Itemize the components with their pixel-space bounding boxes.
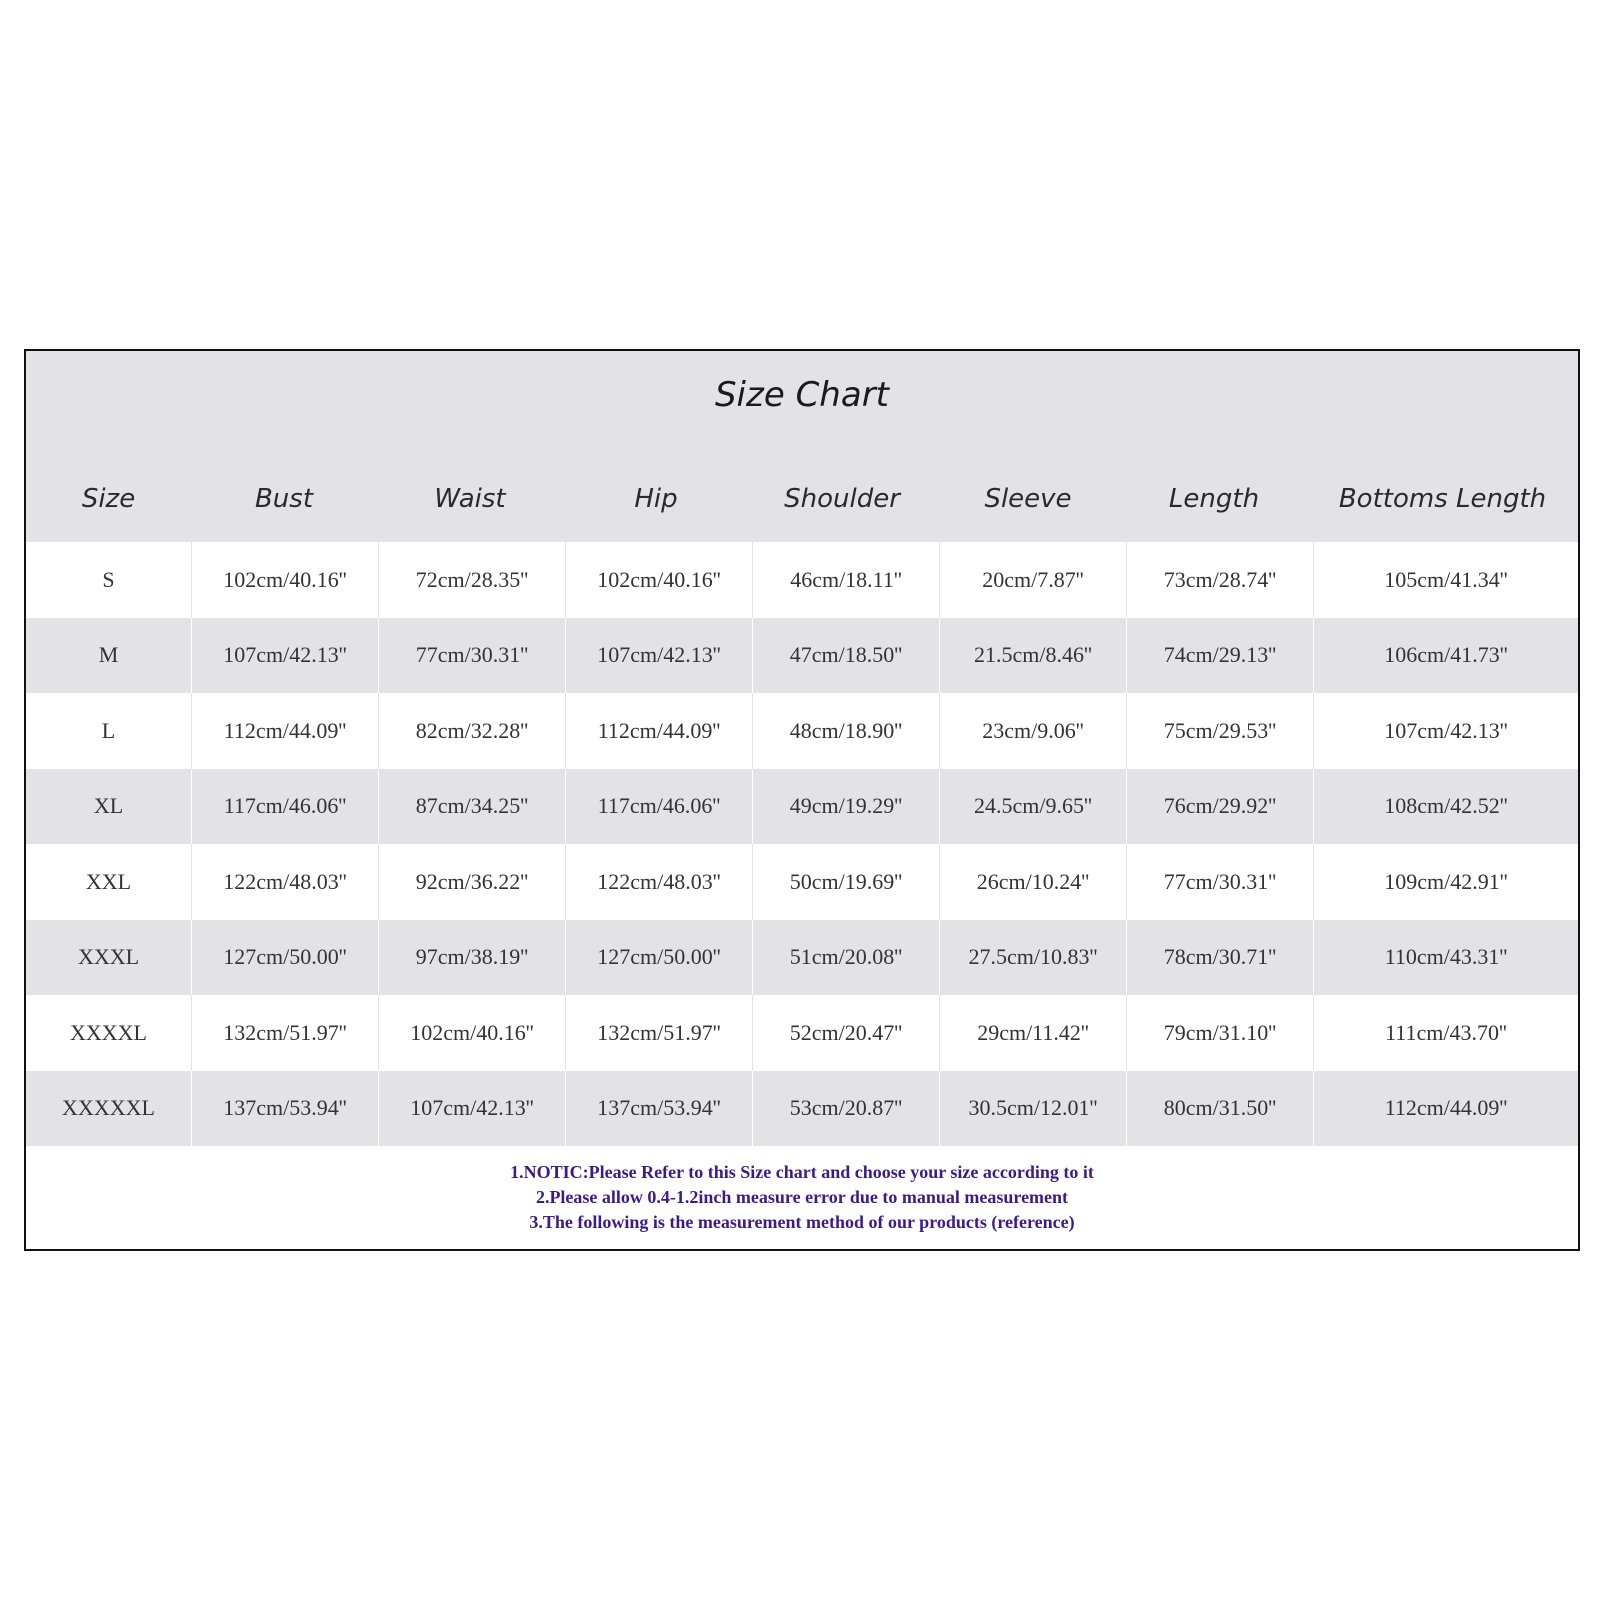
note-line: 1.NOTIC:Please Refer to this Size chart and choose your size according to it [510, 1162, 1094, 1182]
header-length: Length [1168, 484, 1260, 514]
length-cell: 75cm/29.53'' [1127, 693, 1314, 769]
size-cell: S [26, 542, 192, 618]
length-cell: 73cm/28.74'' [1127, 542, 1314, 618]
bust-cell: 117cm/46.06'' [192, 769, 379, 845]
hip-cell: 122cm/48.03'' [566, 844, 753, 920]
size-cell: XL [26, 769, 192, 845]
bust-cell: 132cm/51.97'' [192, 995, 379, 1071]
length-cell: 78cm/30.71'' [1127, 920, 1314, 996]
header-shoulder: Shoulder [784, 484, 900, 514]
shoulder-cell: 49cm/19.29'' [753, 769, 940, 845]
table-row [26, 844, 1578, 920]
length-cell: 76cm/29.92'' [1127, 769, 1314, 845]
header-bottoms-length: Bottoms Length [1338, 484, 1547, 514]
header-bust: Bust [254, 484, 314, 514]
size-cell: XXL [26, 844, 192, 920]
bust-cell: 127cm/50.00'' [192, 920, 379, 996]
size-cell: M [26, 618, 192, 694]
table-row [26, 618, 1578, 694]
hip-cell: 117cm/46.06'' [566, 769, 753, 845]
hip-cell: 132cm/51.97'' [566, 995, 753, 1071]
column-headers [26, 469, 1578, 529]
hip-cell: 112cm/44.09'' [566, 693, 753, 769]
length-cell: 79cm/31.10'' [1127, 995, 1314, 1071]
sleeve-cell: 20cm/7.87'' [940, 542, 1127, 618]
shoulder-cell: 51cm/20.08'' [753, 920, 940, 996]
bust-cell: 107cm/42.13'' [192, 618, 379, 694]
chart-title: Size Chart [714, 375, 890, 415]
size-cell: XXXXXL [26, 1071, 192, 1147]
size-cell: L [26, 693, 192, 769]
waist-cell: 107cm/42.13'' [379, 1071, 566, 1147]
bust-cell: 112cm/44.09'' [192, 693, 379, 769]
bottoms-length-cell: 112cm/44.09'' [1384, 1095, 1508, 1121]
size-cell: XXXXL [26, 995, 192, 1071]
waist-cell: 72cm/28.35'' [379, 542, 566, 618]
size-notes [26, 1160, 1578, 1235]
sleeve-cell: 26cm/10.24'' [940, 844, 1127, 920]
shoulder-cell: 46cm/18.11'' [753, 542, 940, 618]
sleeve-cell: 29cm/11.42'' [940, 995, 1127, 1071]
hip-cell: 137cm/53.94'' [566, 1071, 753, 1147]
waist-cell: 102cm/40.16'' [379, 995, 566, 1071]
hip-cell: 127cm/50.00'' [566, 920, 753, 996]
hip-cell: 107cm/42.13'' [566, 618, 753, 694]
waist-cell: 77cm/30.31'' [379, 618, 566, 694]
hip-cell: 102cm/40.16'' [566, 542, 753, 618]
size-chart [24, 349, 1580, 1251]
bottoms-length-cell: 110cm/43.31'' [1384, 944, 1508, 970]
length-cell: 80cm/31.50'' [1127, 1071, 1314, 1147]
bust-cell: 122cm/48.03'' [192, 844, 379, 920]
table-row [26, 920, 1578, 996]
chart-header [26, 351, 1578, 542]
length-cell: 77cm/30.31'' [1127, 844, 1314, 920]
bottoms-length-cell: 107cm/42.13'' [1384, 717, 1508, 743]
sleeve-cell: 30.5cm/12.01'' [940, 1071, 1127, 1147]
bottoms-length-cell: 109cm/42.91'' [1384, 868, 1508, 894]
shoulder-cell: 52cm/20.47'' [753, 995, 940, 1071]
waist-cell: 97cm/38.19'' [379, 920, 566, 996]
waist-cell: 87cm/34.25'' [379, 769, 566, 845]
length-cell: 74cm/29.13'' [1127, 618, 1314, 694]
size-cell: XXXL [26, 920, 192, 996]
header-size: Size [81, 484, 136, 514]
header-sleeve: Sleeve [984, 484, 1072, 514]
bust-cell: 137cm/53.94'' [192, 1071, 379, 1147]
table-row [26, 1071, 1578, 1147]
sleeve-cell: 23cm/9.06'' [940, 693, 1127, 769]
size-table-body [26, 542, 1578, 1146]
table-row [26, 995, 1578, 1071]
header-hip: Hip [634, 484, 678, 514]
table-row [26, 769, 1578, 845]
sleeve-cell: 21.5cm/8.46'' [940, 618, 1127, 694]
bottoms-length-cell: 111cm/43.70'' [1385, 1019, 1507, 1045]
waist-cell: 92cm/36.22'' [379, 844, 566, 920]
bottoms-length-cell: 106cm/41.73'' [1384, 642, 1508, 668]
shoulder-cell: 53cm/20.87'' [753, 1071, 940, 1147]
bottoms-length-cell: 108cm/42.52'' [1384, 793, 1508, 819]
sleeve-cell: 24.5cm/9.65'' [940, 769, 1127, 845]
shoulder-cell: 48cm/18.90'' [753, 693, 940, 769]
header-waist: Waist [434, 484, 506, 514]
shoulder-cell: 47cm/18.50'' [753, 618, 940, 694]
note-line: 3.The following is the measurement method of our products (reference) [529, 1212, 1075, 1232]
table-row [26, 542, 1578, 618]
table-row [26, 693, 1578, 769]
note-line: 2.Please allow 0.4-1.2inch measure error due to manual measurement [535, 1187, 1069, 1207]
shoulder-cell: 50cm/19.69'' [753, 844, 940, 920]
bottoms-length-cell: 105cm/41.34'' [1384, 566, 1508, 592]
waist-cell: 82cm/32.28'' [379, 693, 566, 769]
bust-cell: 102cm/40.16'' [192, 542, 379, 618]
sleeve-cell: 27.5cm/10.83'' [940, 920, 1127, 996]
